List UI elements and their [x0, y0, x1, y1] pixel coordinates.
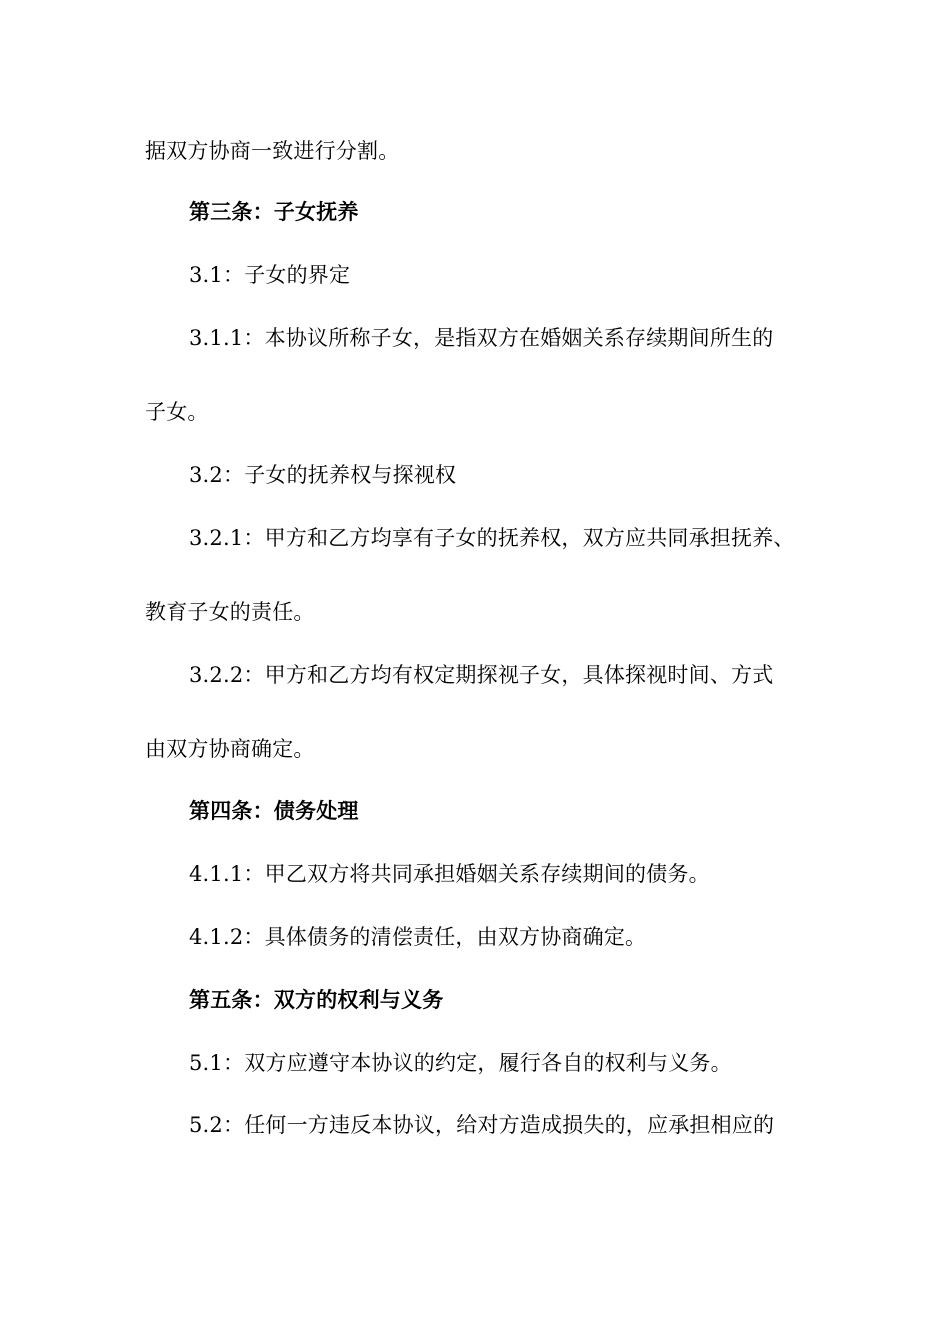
clause-3-2-2-line-2: 由双方协商确定。 — [145, 737, 315, 761]
clause-3-2-2-line-1: 3.2.2：甲方和乙方均有权定期探视子女，具体探视时间、方式 — [189, 663, 774, 687]
clause-3-2-heading: 3.2：子女的抚养权与探视权 — [189, 463, 457, 487]
clause-3-2-1-line-2: 教育子女的责任。 — [145, 600, 315, 624]
clause-4-1-1: 4.1.1：甲乙双方将共同承担婚姻关系存续期间的债务。 — [189, 862, 710, 886]
clause-4-1-2: 4.1.2：具体债务的清偿责任，由双方协商确定。 — [189, 925, 647, 949]
paragraph-continuation-line: 据双方协商一致进行分割。 — [145, 139, 400, 163]
section-heading-article-3: 第三条：子女抚养 — [189, 199, 359, 224]
clause-3-1-1-line-1: 3.1.1：本协议所称子女，是指双方在婚姻关系存续期间所生的 — [189, 326, 774, 350]
section-heading-article-4: 第四条：债务处理 — [189, 798, 359, 823]
clause-3-1-1-line-2: 子女。 — [145, 400, 209, 424]
clause-5-2-line-1: 5.2：任何一方违反本协议，给对方造成损失的，应承担相应的 — [189, 1113, 775, 1137]
section-heading-article-5: 第五条：双方的权利与义务 — [189, 987, 444, 1012]
clause-3-2-1-line-1: 3.2.1：甲方和乙方均享有子女的抚养权，双方应共同承担抚养、 — [189, 526, 795, 550]
clause-3-1-heading: 3.1：子女的界定 — [189, 263, 351, 287]
clause-5-1: 5.1：双方应遵守本协议的约定，履行各自的权利与义务。 — [189, 1051, 732, 1075]
